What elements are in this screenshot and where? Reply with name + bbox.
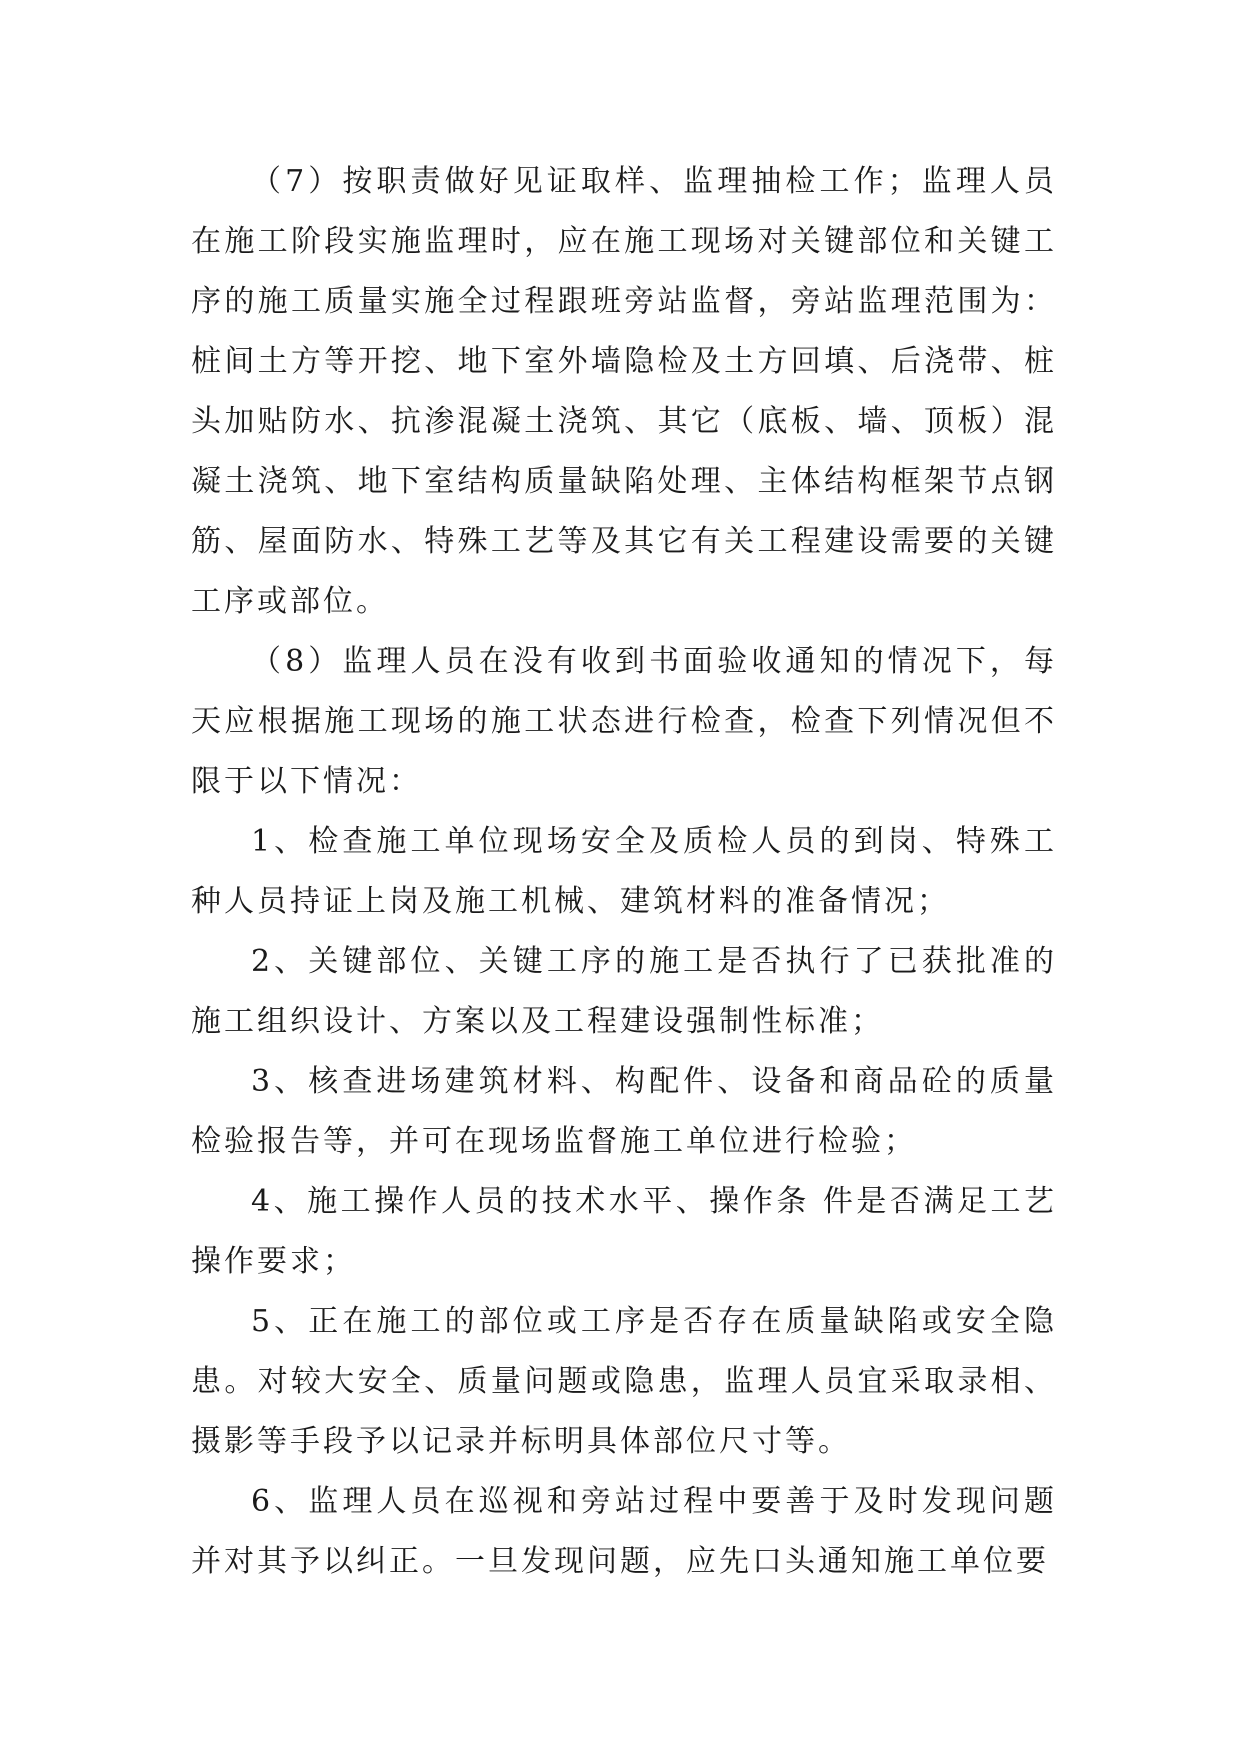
list-item-6: 6、监理人员在巡视和旁站过程中要善于及时发现问题并对其予以纠正。一旦发现问题，应先口头通知施工单位要 xyxy=(191,1484,1057,1579)
paragraph-7: （7）按职责做好见证取样、监理抽检工作；监理人员在施工阶段实施监理时，应在施工现场对关键部位和关键工序的施工质量实施全过程跟班旁站监督，旁站监理范围为：桩间土方等开挖、地下室外墙隐检及土方回填、后浇带、桩头加贴防水、抗渗混凝土浇筑、其它（底板、墙、顶板）混凝土浇筑、地下室结构质量缺陷处理、主体结构框架节点钢筋、屋面防水、特殊工艺等及其它有关工程建设需要的关键工序或部位。 xyxy=(191,164,1057,619)
document-body xyxy=(191,152,1057,1592)
list-item-3: 3、核查进场建筑材料、构配件、设备和商品砼的质量检验报告等，并可在现场监督施工单位进行检验； xyxy=(191,1064,1057,1159)
list-item-4: 4、施工操作人员的技术水平、操作条 件是否满足工艺操作要求； xyxy=(191,1184,1057,1279)
list-item-2: 2、关键部位、关键工序的施工是否执行了已获批准的施工组织设计、方案以及工程建设强制性标准； xyxy=(191,944,1057,1039)
list-item-5: 5、正在施工的部位或工序是否存在质量缺陷或安全隐患。对较大安全、质量问题或隐患，监理人员宜采取录相、摄影等手段予以记录并标明具体部位尺寸等。 xyxy=(191,1304,1057,1459)
list-item-1: 1、检查施工单位现场安全及质检人员的到岗、特殊工种人员持证上岗及施工机械、建筑材料的准备情况； xyxy=(191,824,1057,919)
paragraph-8: （8）监理人员在没有收到书面验收通知的情况下，每天应根据施工现场的施工状态进行检查，检查下列情况但不限于以下情况： xyxy=(191,644,1057,799)
